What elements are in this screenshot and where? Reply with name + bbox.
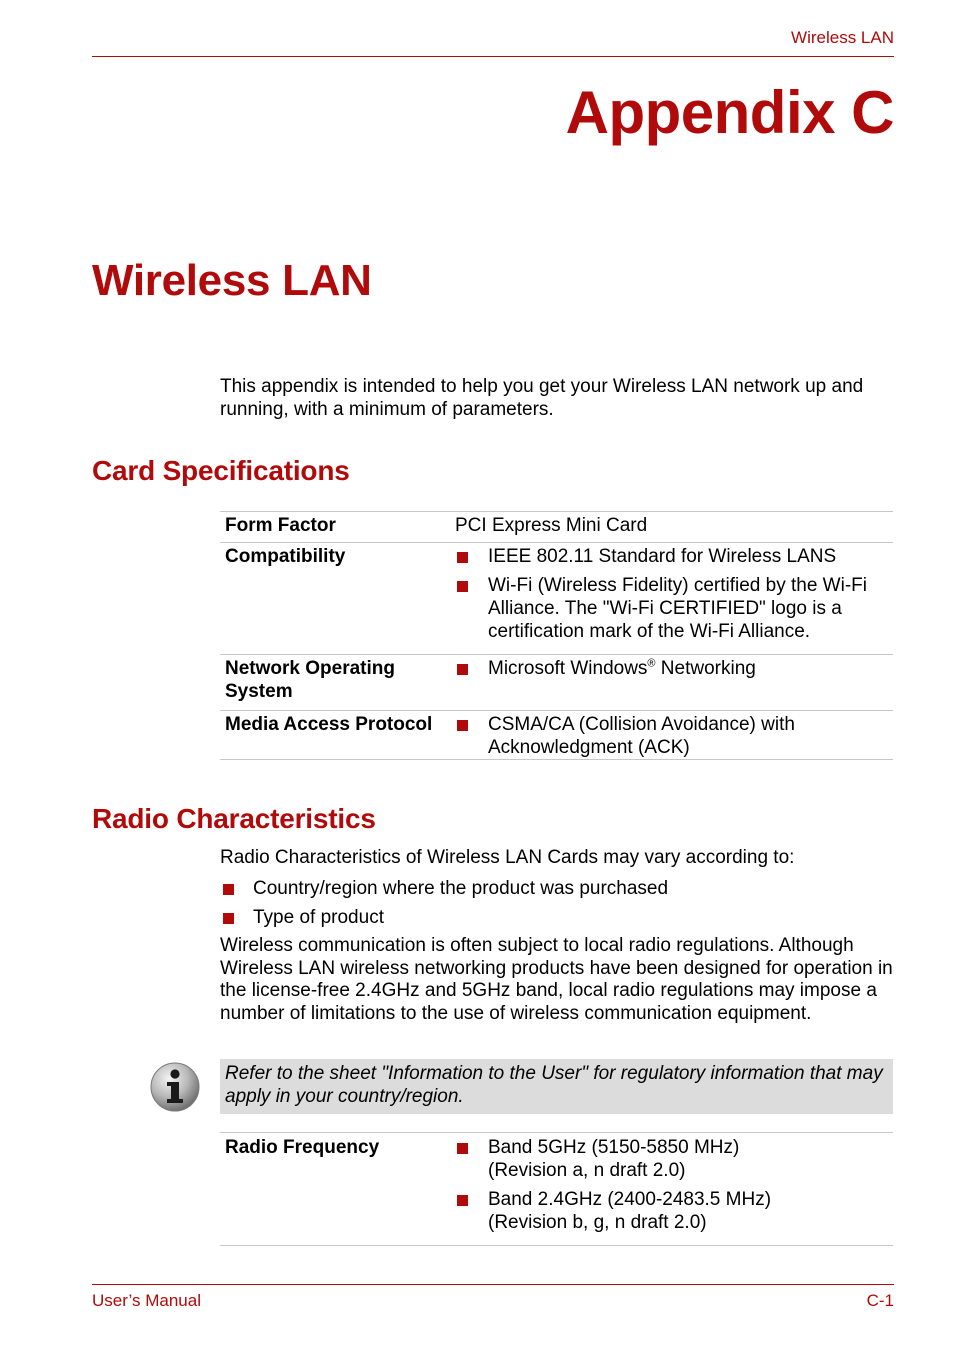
chapter-title: Wireless LAN [92, 256, 372, 305]
footer-rule [92, 1284, 894, 1285]
list-item: CSMA/CA (Collision Avoidance) with Acknowledgment (ACK) [455, 713, 893, 759]
list-item: Band 2.4GHz (2400-2483.5 MHz) (Revision b, g, n draft 2.0) [455, 1188, 893, 1234]
list-item: Band 5GHz (5150-5850 MHz) (Revision a, n draft 2.0) [455, 1136, 893, 1182]
list-item: IEEE 802.11 Standard for Wireless LANS [455, 545, 893, 568]
info-icon [149, 1061, 201, 1113]
table-row [220, 655, 893, 711]
bullet-square-icon [457, 1195, 468, 1206]
bullet-square-icon [223, 913, 234, 924]
card-specifications-table [220, 511, 893, 760]
page-number: C-1 [866, 1291, 894, 1310]
note-box [220, 1059, 893, 1114]
section-heading-radio-characteristics: Radio Characteristics [92, 803, 376, 834]
table-row [220, 512, 893, 543]
spec-label: Form Factor [220, 512, 451, 543]
spec-label: Network Operating System [220, 655, 451, 711]
bullet-square-icon [457, 1143, 468, 1154]
bullet-square-icon [457, 720, 468, 731]
table-row [220, 543, 893, 655]
footer-manual-title: User’s Manual [92, 1291, 201, 1310]
bullet-square-icon [457, 552, 468, 563]
table-row [220, 1133, 893, 1246]
radio-regulation-paragraph: Wireless communication is often subject to local radio regulations. Although Wireless LAN wireless networking products have been designed for operation in the license-free 2.4GHz and 5GHz band, local radio regulations may impose a number of limitations to the use of wireless communication equipment. [220, 935, 893, 1024]
appendix-title: Appendix C [565, 79, 894, 146]
note-text: Refer to the sheet "Information to the User" for regulatory information that may apply in your country/region. [225, 1063, 883, 1107]
table-row [220, 711, 893, 760]
intro-paragraph: This appendix is intended to help you get your Wireless LAN network up and running, with a minimum of parameters. [220, 376, 864, 420]
bullet-square-icon [223, 884, 234, 895]
bullet-square-icon [457, 581, 468, 592]
spec-label: Compatibility [220, 543, 451, 655]
running-header: Wireless LAN [791, 28, 894, 47]
list-item: Country/region where the product was purchased [220, 877, 900, 900]
list-item: Type of product [220, 906, 900, 929]
header-rule [92, 56, 894, 57]
spec-label: Radio Frequency [220, 1133, 451, 1246]
bullet-square-icon [457, 664, 468, 675]
radio-lead-paragraph: Radio Characteristics of Wireless LAN Cards may vary according to: [220, 847, 795, 868]
radio-frequency-table [220, 1132, 893, 1246]
list-item: Wi-Fi (Wireless Fidelity) certified by the Wi-Fi Alliance. The "Wi-Fi CERTIFIED" logo is a certification mark of the Wi-Fi Alliance. [455, 574, 893, 643]
list-item: Microsoft Windows® Networking [455, 657, 893, 680]
section-heading-card-specifications: Card Specifications [92, 455, 350, 486]
radio-bullet-list [220, 877, 900, 929]
spec-label: Media Access Protocol [220, 711, 451, 760]
spec-value: PCI Express Mini Card [451, 512, 893, 543]
